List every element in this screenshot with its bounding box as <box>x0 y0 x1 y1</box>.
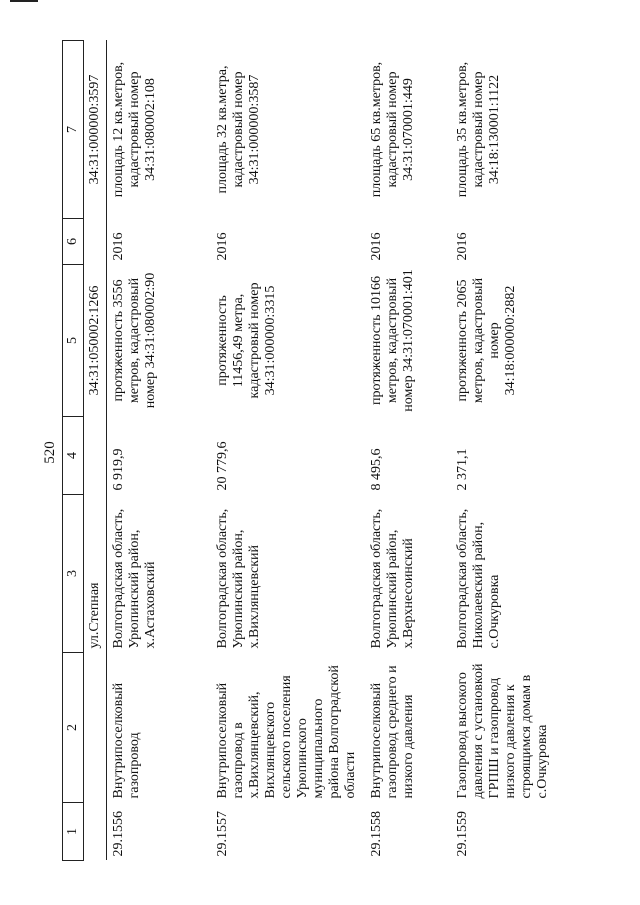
header-cell-3: 3 <box>63 495 84 653</box>
table-row <box>211 41 365 861</box>
row-number: 29.1559 <box>454 811 470 857</box>
object-address: Волгоградская область, Николаевский район, с.Очкуровка <box>454 508 502 649</box>
registry-table <box>62 40 561 861</box>
object-year: 2016 <box>111 232 126 261</box>
object-name: Газопровод высокого давления с установкой ГРПШ и газопровод низкого давления к строящимся домам в с.Очкуровка <box>454 663 550 799</box>
object-extra: площадь 32 кв.метра, кадастровый номер 34:31:000000:3587 <box>214 65 262 194</box>
page-number: 520 <box>42 441 58 464</box>
carry-cadastral-extra: 34:31:000000:3597 <box>84 41 107 219</box>
object-address: Волгоградская область, Урюпинский район, х.Астаховский <box>111 508 158 649</box>
header-cell-6: 6 <box>63 219 84 265</box>
object-value: 6 919,9 <box>111 448 126 491</box>
header-cell-7: 7 <box>63 41 84 219</box>
object-name: Внутрипоселковый газопровод <box>111 682 142 799</box>
table-row <box>107 41 211 861</box>
object-description: протяженность 10166 метров, кадастровый номер 34:31:070001:401 <box>368 269 416 412</box>
carry-address: ул.Степная <box>84 495 107 653</box>
object-address: Волгоградская область, Урюпинский район, х.Верхнесоинский <box>368 508 416 649</box>
object-description: протяженность 11456,49 метра, кадастровый номер 34:31:000000:3315 <box>214 282 278 399</box>
object-address: Волгоградская область, Урюпинский район, х.Вихлянцевский <box>214 508 262 649</box>
object-value: 2 371,1 <box>454 448 470 491</box>
header-cell-5: 5 <box>63 265 84 417</box>
carry-over-row <box>84 41 107 861</box>
object-value: 8 495,6 <box>368 448 384 491</box>
table-row <box>365 41 451 861</box>
row-number: 29.1557 <box>214 811 230 857</box>
object-year: 2016 <box>454 232 470 261</box>
object-description: протяженность 3556 метров, кадастровый номер 34:31:080002:90 <box>111 272 158 409</box>
row-number: 29.1556 <box>111 811 126 857</box>
header-row <box>63 41 84 861</box>
object-name: Внутрипоселковый газопровод среднего и низкого давления <box>368 665 416 799</box>
object-year: 2016 <box>368 232 384 261</box>
object-description: протяженность 2065 метров, кадастровый номер 34:18:000000:2882 <box>454 277 518 404</box>
header-cell-4: 4 <box>63 417 84 495</box>
object-year: 2016 <box>214 232 230 261</box>
object-extra: площадь 12 кв.метров, кадастровый номер 34:31:080002:108 <box>111 61 158 198</box>
object-extra: площадь 65 кв.метров, кадастровый номер 34:31:070001:449 <box>368 61 416 198</box>
object-name: Внутрипоселковый газопровод в х.Вихлянцевский, Вихлянцевского сельского поселения Урюпинского муниципального района Волгоградской области <box>214 665 358 799</box>
object-extra: площадь 35 кв.метров, кадастровый номер 34:18:130001:1122 <box>454 61 502 198</box>
row-number: 29.1558 <box>368 811 384 857</box>
table-row <box>451 41 561 861</box>
header-cell-2: 2 <box>63 653 84 803</box>
object-value: 20 779,6 <box>214 441 230 491</box>
header-cell-1: 1 <box>63 803 84 861</box>
carry-cadastral: 34:31:050002:1266 <box>84 265 107 417</box>
